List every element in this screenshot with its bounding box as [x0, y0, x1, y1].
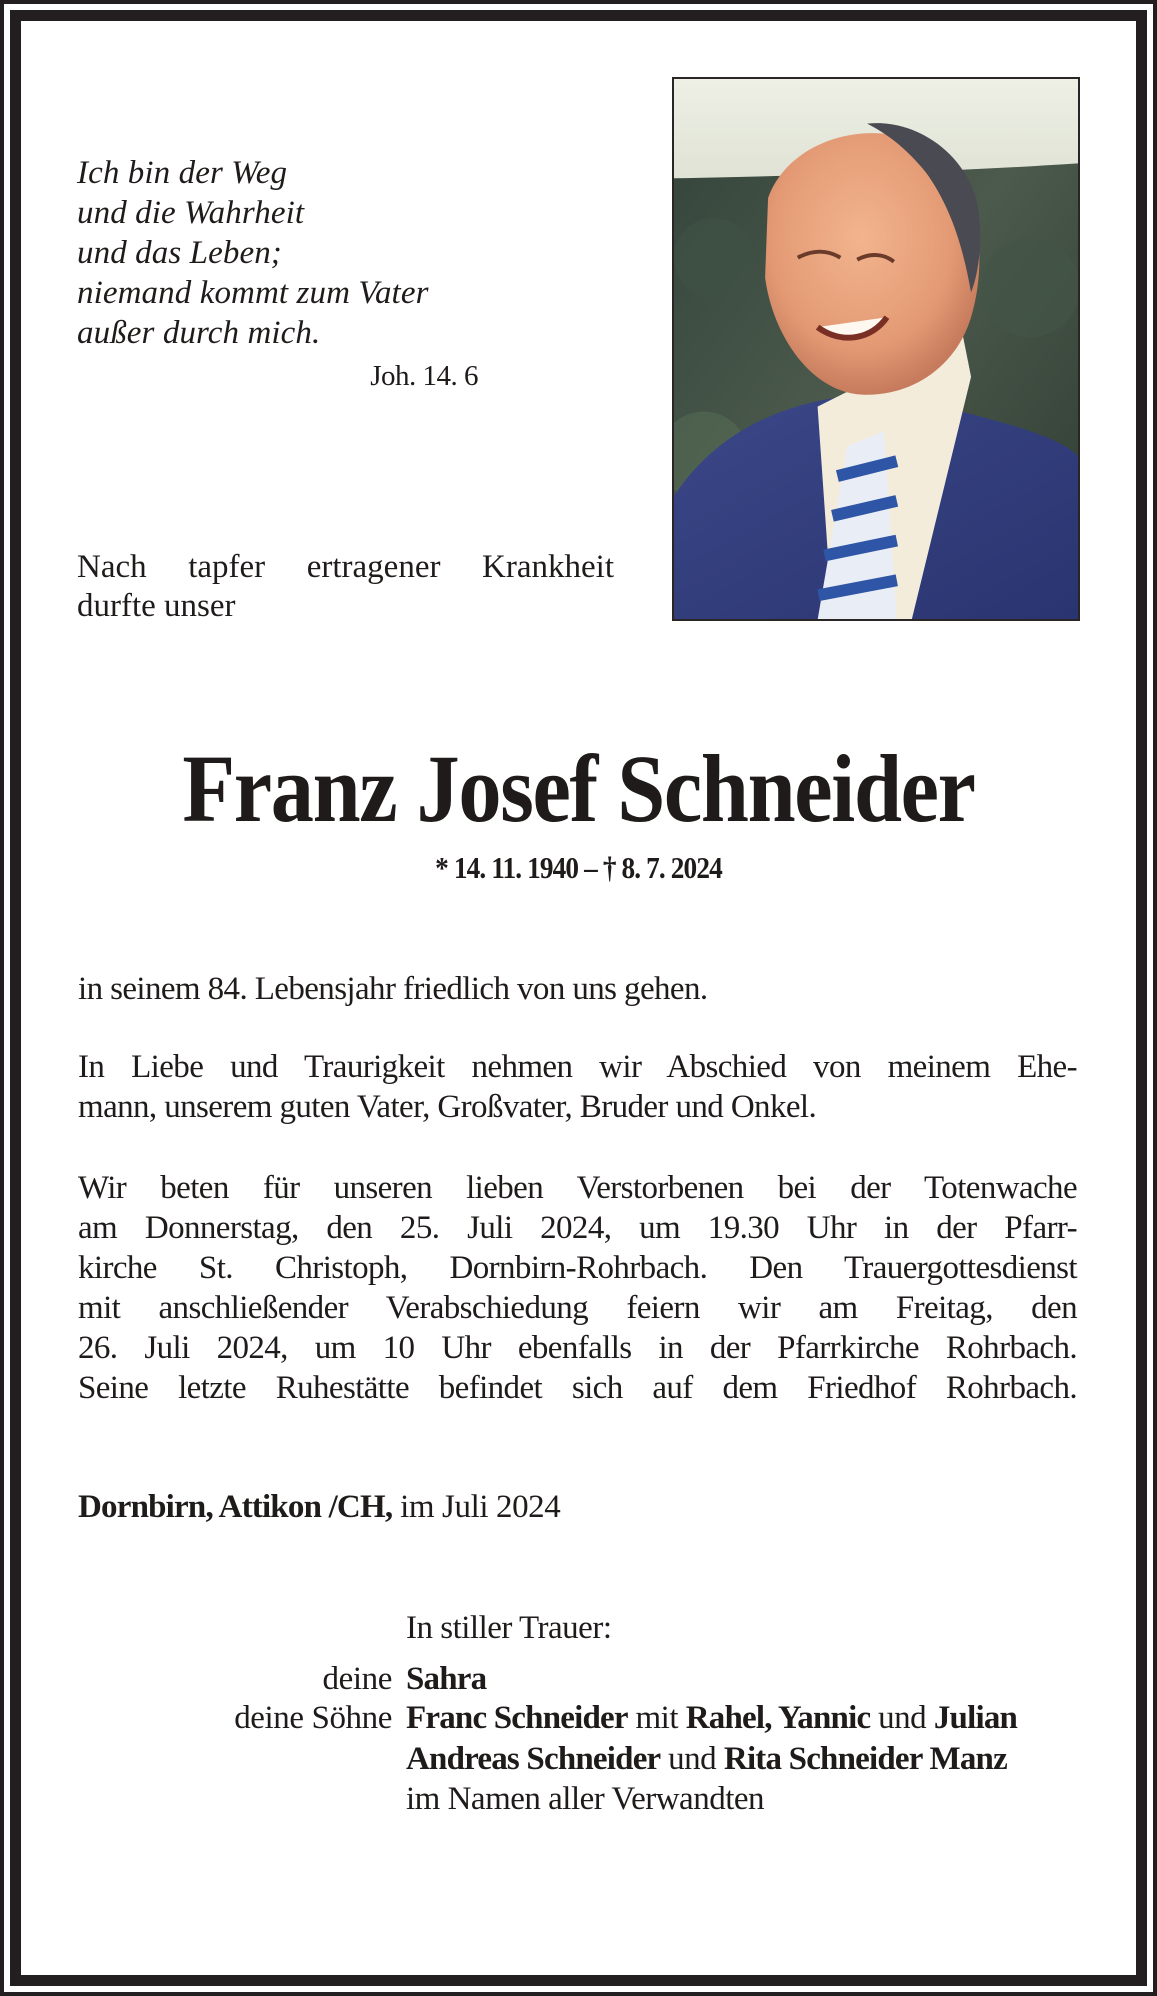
son1-line	[406, 1698, 1017, 1738]
sons-label: deine Söhne	[234, 1700, 392, 1736]
life-dates: * 14. 11. 1940 – † 8. 7. 2024	[435, 850, 722, 885]
quote-line: und das Leben;	[77, 235, 282, 271]
body-line: kirche St. Christoph, Dornbirn-Rohrbach. Den Trauergottesdienst	[78, 1250, 1077, 1286]
quote-line: und die Wahrheit	[77, 195, 305, 231]
connector: mit	[627, 1700, 686, 1736]
connector: und	[870, 1700, 934, 1736]
intro-line: durfte unser	[77, 588, 236, 624]
grandchildren-names: Rahel, Yannic	[685, 1700, 871, 1736]
partner-name: Rita Schneider Manz	[723, 1741, 1007, 1777]
places: Dornbirn, Attikon /CH,	[78, 1489, 393, 1525]
body-line: in seinem 84. Lebensjahr friedlich von uns gehen.	[78, 971, 708, 1007]
body-line: mann, unserem guten Vater, Großvater, Bruder und Onkel.	[78, 1089, 817, 1125]
closing-line: im Namen aller Verwandten	[406, 1781, 765, 1817]
body-line: Seine letzte Ruhestätte befindet sich auf dem Friedhof Rohrbach.	[78, 1370, 1077, 1406]
quote-line: Ich bin der Weg	[77, 155, 288, 191]
body-line: In Liebe und Traurigkeit nehmen wir Abschied von meinem Ehe-	[78, 1049, 1077, 1085]
place-date-line	[78, 1487, 560, 1527]
body-line: 26. Juli 2024, um 10 Uhr ebenfalls in der Pfarrkirche Rohrbach.	[78, 1330, 1077, 1366]
son2-name: Andreas Schneider	[406, 1741, 661, 1777]
connector: und	[660, 1741, 724, 1777]
portrait-photo	[672, 77, 1080, 621]
deceased-name: Franz Josef Schneider	[182, 735, 975, 842]
portrait-image	[674, 79, 1078, 619]
quote-line: außer durch mich.	[77, 315, 321, 351]
body-line: am Donnerstag, den 25. Juli 2024, um 19.30 Uhr in der Pfarr-	[78, 1210, 1077, 1246]
month-year: im Juli 2024	[392, 1489, 561, 1525]
wife-name: Sahra	[406, 1661, 487, 1697]
wife-label: deine	[322, 1661, 392, 1697]
intro-line: Nach tapfer ertragener Krankheit	[77, 549, 614, 585]
quote-source: Joh. 14. 6	[370, 360, 478, 392]
quote-line: niemand kommt zum Vater	[77, 275, 429, 311]
son2-line	[406, 1739, 1007, 1779]
mourning-heading: In stiller Trauer:	[406, 1610, 612, 1646]
wife-line	[406, 1659, 486, 1699]
son1-name: Franc Schneider	[406, 1700, 628, 1736]
body-line: Wir beten für unseren lieben Verstorbenen bei der Totenwache	[78, 1170, 1077, 1206]
body-line: mit anschließender Verabschiedung feiern wir am Freitag, den	[78, 1290, 1077, 1326]
grandchild-name: Julian	[933, 1700, 1018, 1736]
